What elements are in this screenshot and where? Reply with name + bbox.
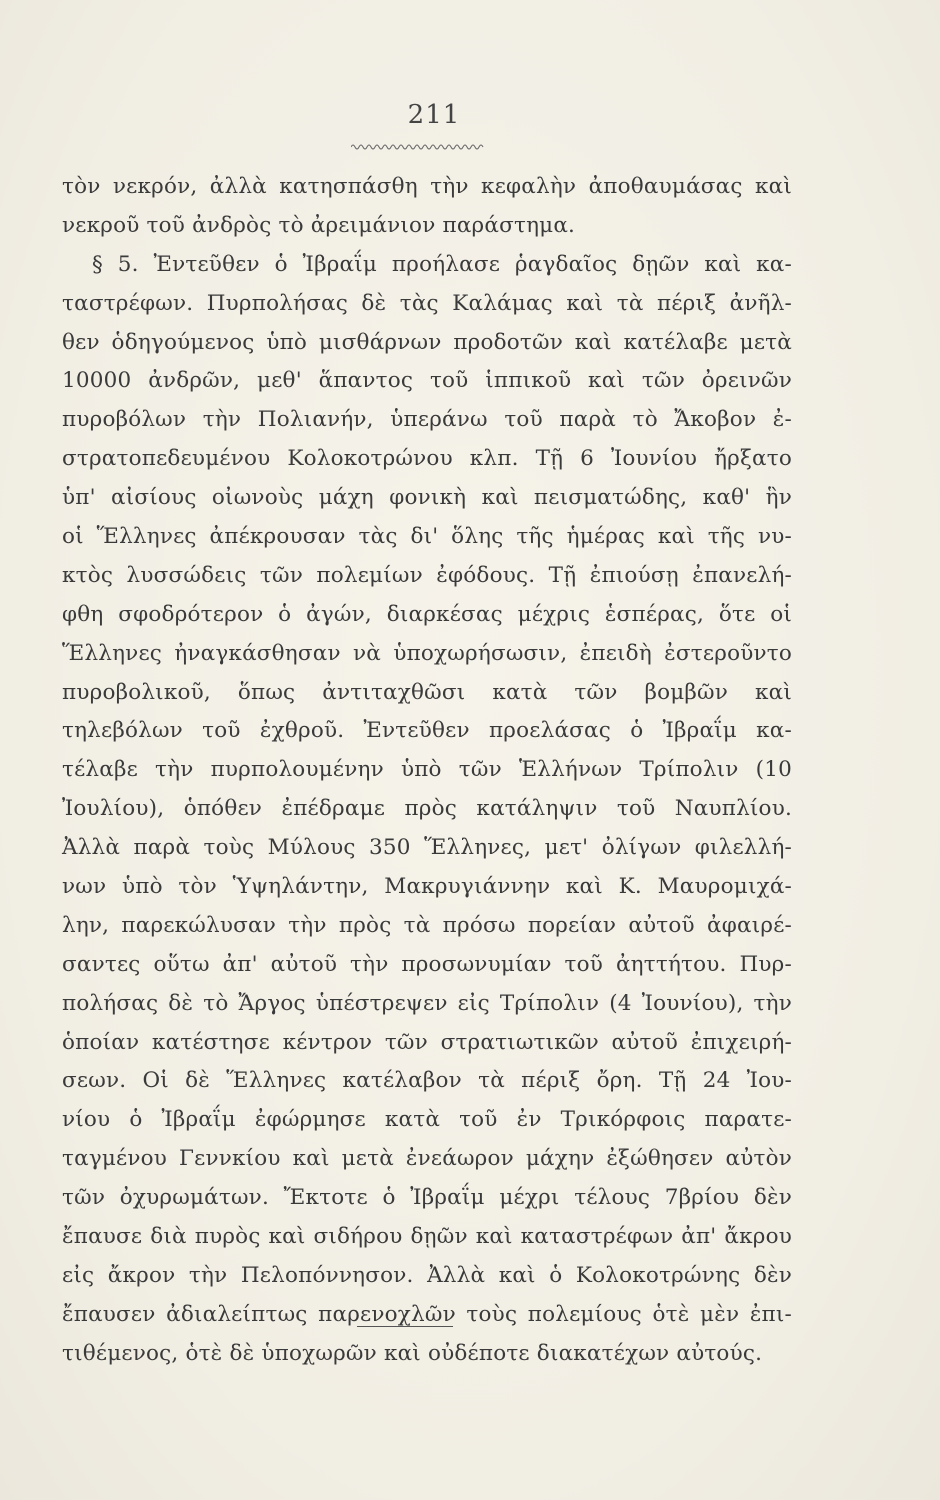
text-line: ταγμένου Γεννκίου καὶ μετὰ ἐνεάωρον μάχην ἐξώθησεν αὐτὸν — [62, 1146, 792, 1172]
text-line: Ἕλληνες ἠναγκάσθησαν νὰ ὑποχωρήσωσιν, ἐπειδὴ ἐστεροῦντο — [62, 640, 792, 666]
text-line: ἔπαυσεν ἀδιαλείπτως παρενοχλῶν τοὺς πολεμίους ὁτὲ μὲν ἐπι- — [62, 1301, 792, 1327]
body-text — [62, 168, 792, 1374]
text-line: σαντες οὕτω ἀπ' αὐτοῦ τὴν προσωνυμίαν τοῦ ἀηττήτου. Πυρ- — [62, 951, 792, 977]
text-line: οἱ Ἕλληνες ἀπέκρουσαν τὰς δι' ὅλης τῆς ἡμέρας καὶ τῆς νυ- — [62, 524, 792, 550]
text-line: τηλεβόλων τοῦ ἐχθροῦ. Ἐντεῦθεν προελάσας ὁ Ἰβραΐμ κα- — [62, 718, 792, 744]
text-line: τιθέμενος, ὁτὲ δὲ ὑποχωρῶν καὶ οὐδέποτε διακατέχων αὐτούς. — [62, 1340, 763, 1366]
wavy-ornament — [351, 143, 485, 151]
text-line: Ἰουλίου), ὁπόθεν ἐπέδραμε πρὸς κατάληψιν τοῦ Ναυπλίου. — [62, 796, 792, 822]
text-line: τέλαβε τὴν πυρπολουμένην ὑπὸ τῶν Ἑλλήνων Τρίπολιν (10 — [62, 757, 792, 783]
text-line: ταστρέφων. Πυρπολήσας δὲ τὰς Καλάμας καὶ τὰ πέριξ ἀνῆλ- — [62, 290, 792, 316]
end-rule — [357, 1326, 453, 1327]
text-line: νων ὑπὸ τὸν Ὑψηλάντην, Μακρυγιάννην καὶ Κ. Μαυρομιχά- — [62, 874, 792, 900]
text-line: ὑπ' αἰσίους οἰωνοὺς μάχη φονικὴ καὶ πεισματώδης, καθ' ἣν — [62, 485, 792, 511]
text-line: εἰς ἄκρον τὴν Πελοπόννησον. Ἀλλὰ καὶ ὁ Κολοκοτρώνης δὲν — [62, 1262, 792, 1288]
text-line: ὁποίαν κατέστησε κέντρον τῶν στρατιωτικῶν αὐτοῦ ἐπιχειρή- — [62, 1029, 792, 1055]
text-line: πολήσας δὲ τὸ Ἄργος ὑπέστρεψεν εἰς Τρίπολιν (4 Ἰουνίου), τὴν — [62, 990, 792, 1016]
text-line: πυροβόλων τὴν Πολιανήν, ὑπεράνω τοῦ παρὰ τὸ Ἄκοβον ἐ- — [62, 407, 792, 433]
text-line: θεν ὁδηγούμενος ὑπὸ μισθάρνων προδοτῶν καὶ κατέλαβε μετὰ — [62, 329, 792, 355]
text-line: στρατοπεδευμένου Κολοκοτρώνου κλπ. Τῇ 6 Ἰουνίου ἤρξατο — [62, 446, 792, 472]
text-line: φθη σφοδρότερον ὁ ἀγών, διαρκέσας μέχρις ἑσπέρας, ὅτε οἱ — [62, 601, 792, 627]
text-line: τὸν νεκρόν, ἀλλὰ κατησπάσθη τὴν κεφαλὴν ἀποθαυμάσας καὶ — [62, 174, 792, 199]
text-line: ἔπαυσε διὰ πυρὸς καὶ σιδήρου δῃῶν καὶ καταστρέφων ἀπ' ἄκρου — [62, 1224, 792, 1250]
text-line: σεων. Οἱ δὲ Ἕλληνες κατέλαβον τὰ πέριξ ὄρη. Τῇ 24 Ἰου- — [62, 1068, 792, 1094]
page-number: 211 — [407, 100, 461, 130]
text-line: νίου ὁ Ἰβραΐμ ἐφώρμησε κατὰ τοῦ ἐν Τρικόρφοις παρατε- — [62, 1107, 792, 1133]
text-line: λην, παρεκώλυσαν τὴν πρὸς τὰ πρόσω πορείαν αὐτοῦ ἀφαιρέ- — [62, 912, 792, 938]
text-line: πυροβολικοῦ, ὅπως ἀντιταχθῶσι κατὰ τῶν βομβῶν καὶ — [62, 679, 792, 705]
text-line: νεκροῦ τοῦ ἀνδρὸς τὸ ἀρειμάνιον παράστημα. — [62, 212, 576, 238]
text-line: Ἀλλὰ παρὰ τοὺς Μύλους 350 Ἕλληνες, μετ' ὀλίγων φιλελλή- — [62, 835, 792, 861]
text-line: τῶν ὀχυρωμάτων. Ἔκτοτε ὁ Ἰβραΐμ μέχρι τέλους 7βρίου δὲν — [62, 1185, 792, 1211]
text-line: κτὸς λυσσώδεις τῶν πολεμίων ἐφόδους. Τῇ ἐπιούσῃ ἐπανελή- — [62, 562, 792, 588]
text-line: 10000 ἀνδρῶν, μεθ' ἅπαντος τοῦ ἱππικοῦ καὶ τῶν ὀρεινῶν — [62, 368, 792, 394]
text-line: § 5. Ἐντεῦθεν ὁ Ἰβραΐμ προήλασε ῥαγδαῖος δῃῶν καὶ κα- — [92, 251, 792, 277]
